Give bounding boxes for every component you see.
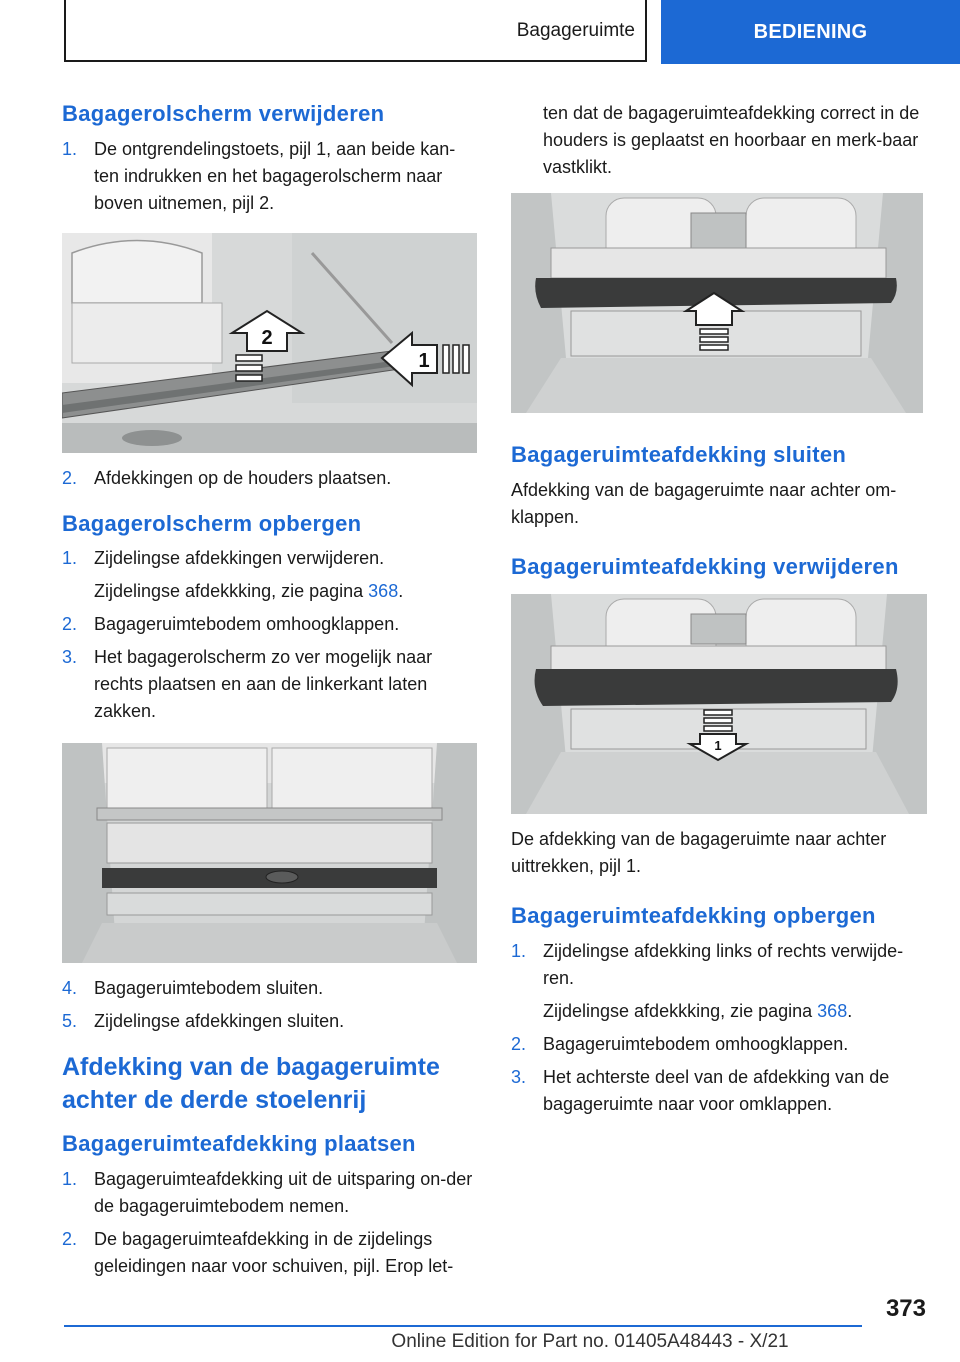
list-item <box>511 1031 926 1058</box>
arrow-label-1: 1 <box>418 349 430 372</box>
step-text: De ontgrendelingstoets, pijl 1, aan beide kan-ten indrukken en het bagagerolscherm naar boven uitnemen, pijl 2. <box>94 138 456 213</box>
step-text: Zijdelingse afdekkingen sluiten. <box>94 1011 345 1031</box>
step-number: 2. <box>511 1033 527 1054</box>
step-text: De bagageruimteafdekking in de zijdelings geleidingen naar voor schuiven, pijl. Erop let- <box>94 1228 454 1276</box>
figure-rolscherm-store <box>62 743 477 963</box>
figure-cover-remove <box>511 594 927 814</box>
step-text: Afdekkingen op de houders plaatsen. <box>94 467 392 488</box>
step-number: 1. <box>62 1168 78 1189</box>
section-title: Bagageruimteafdekking sluiten <box>511 442 847 467</box>
step-number: 1. <box>511 940 527 961</box>
page-link[interactable]: 368 <box>368 581 399 601</box>
step-text: Het achterste deel van de afdekking van de bagageruimte naar voor omklappen. <box>543 1066 890 1114</box>
figure-cover-insert <box>511 193 923 413</box>
footer-edition <box>0 1331 960 1353</box>
section-title: Bagagerolscherm opbergen <box>62 510 362 536</box>
step-text: Bagageruimteafdekking uit de uitsparing on-der de bagageruimtebodem nemen. <box>94 1168 473 1216</box>
cross-reference <box>511 998 926 1025</box>
list-item <box>62 136 477 217</box>
step-number: 4. <box>62 978 78 998</box>
section-title: Bagagerolscherm verwijderen <box>62 101 385 126</box>
arrow-label-2: 2 <box>261 326 273 349</box>
section-title: Bagageruimteafdekking verwijderen <box>511 553 899 579</box>
list-item <box>62 1166 477 1220</box>
cross-reference-end: . <box>847 1000 853 1021</box>
step-text: Zijdelingse afdekkingen verwijderen. <box>94 548 385 568</box>
list-item <box>511 1064 926 1118</box>
continued-text: ten dat de bagageruimteafdekking correct in de houders is geplaatst en hoorbaar en merk-baar vastklikt. <box>543 103 920 177</box>
step-number: 3. <box>62 647 78 667</box>
left-column <box>62 100 477 1286</box>
step-text: Het bagagerolscherm zo ver mogelijk naar rechts plaatsen en aan de linkerkant laten zakken. <box>94 647 433 721</box>
paragraph: Afdekking van de bagageruimte naar achter om-klappen. <box>511 479 897 527</box>
step-number: 2. <box>62 1228 78 1249</box>
footer-edition-text: Online Edition for Part no. 01405A48443 - X/21 <box>391 1331 789 1352</box>
cross-reference-end: . <box>398 581 404 601</box>
list-item <box>62 975 477 1002</box>
chapter-title: Afdekking van de bagageruimte achter de derde stoelenrij <box>62 1053 440 1114</box>
section-title: Bagageruimteafdekking opbergen <box>511 903 876 928</box>
list-item <box>62 1226 477 1280</box>
list-item <box>62 545 477 572</box>
paragraph: De afdekking van de bagageruimte naar achter uittrekken, pijl 1. <box>511 829 887 876</box>
figure-rolscherm-remove <box>62 233 477 453</box>
step-text: Zijdelingse afdekking links of rechts verwijde-ren. <box>543 940 904 988</box>
cross-reference-text: Zijdelingse afdekkking, zie pagina <box>543 1000 818 1021</box>
step-number: 3. <box>511 1066 527 1087</box>
header-section-title: Bagageruimte <box>516 20 635 41</box>
step-number: 5. <box>62 1011 78 1031</box>
step-number: 1. <box>62 548 78 568</box>
step-text: Bagageruimtebodem sluiten. <box>94 978 324 998</box>
page-link[interactable]: 368 <box>817 1000 848 1021</box>
cross-reference-text: Zijdelingse afdekkking, zie pagina <box>94 581 369 601</box>
list-item <box>62 644 477 725</box>
list-item <box>62 465 477 492</box>
list-item <box>62 1008 477 1035</box>
header-chapter-tab[interactable]: BEDIENING <box>661 0 960 64</box>
step-number: 1. <box>62 138 78 159</box>
list-item <box>511 938 926 992</box>
step-text: Bagageruimtebodem omhoogklappen. <box>543 1033 849 1054</box>
cross-reference <box>62 578 477 605</box>
page-number: 373 <box>885 1295 926 1322</box>
right-column <box>511 100 926 1124</box>
step-number: 2. <box>62 614 78 634</box>
section-title: Bagageruimteafdekking plaatsen <box>62 1131 416 1156</box>
arrow-label-1: 1 <box>714 738 722 753</box>
step-number: 2. <box>62 467 78 488</box>
list-item <box>62 611 477 638</box>
step-text: Bagageruimtebodem omhoogklappen. <box>94 614 400 634</box>
footer-divider <box>64 1325 862 1327</box>
